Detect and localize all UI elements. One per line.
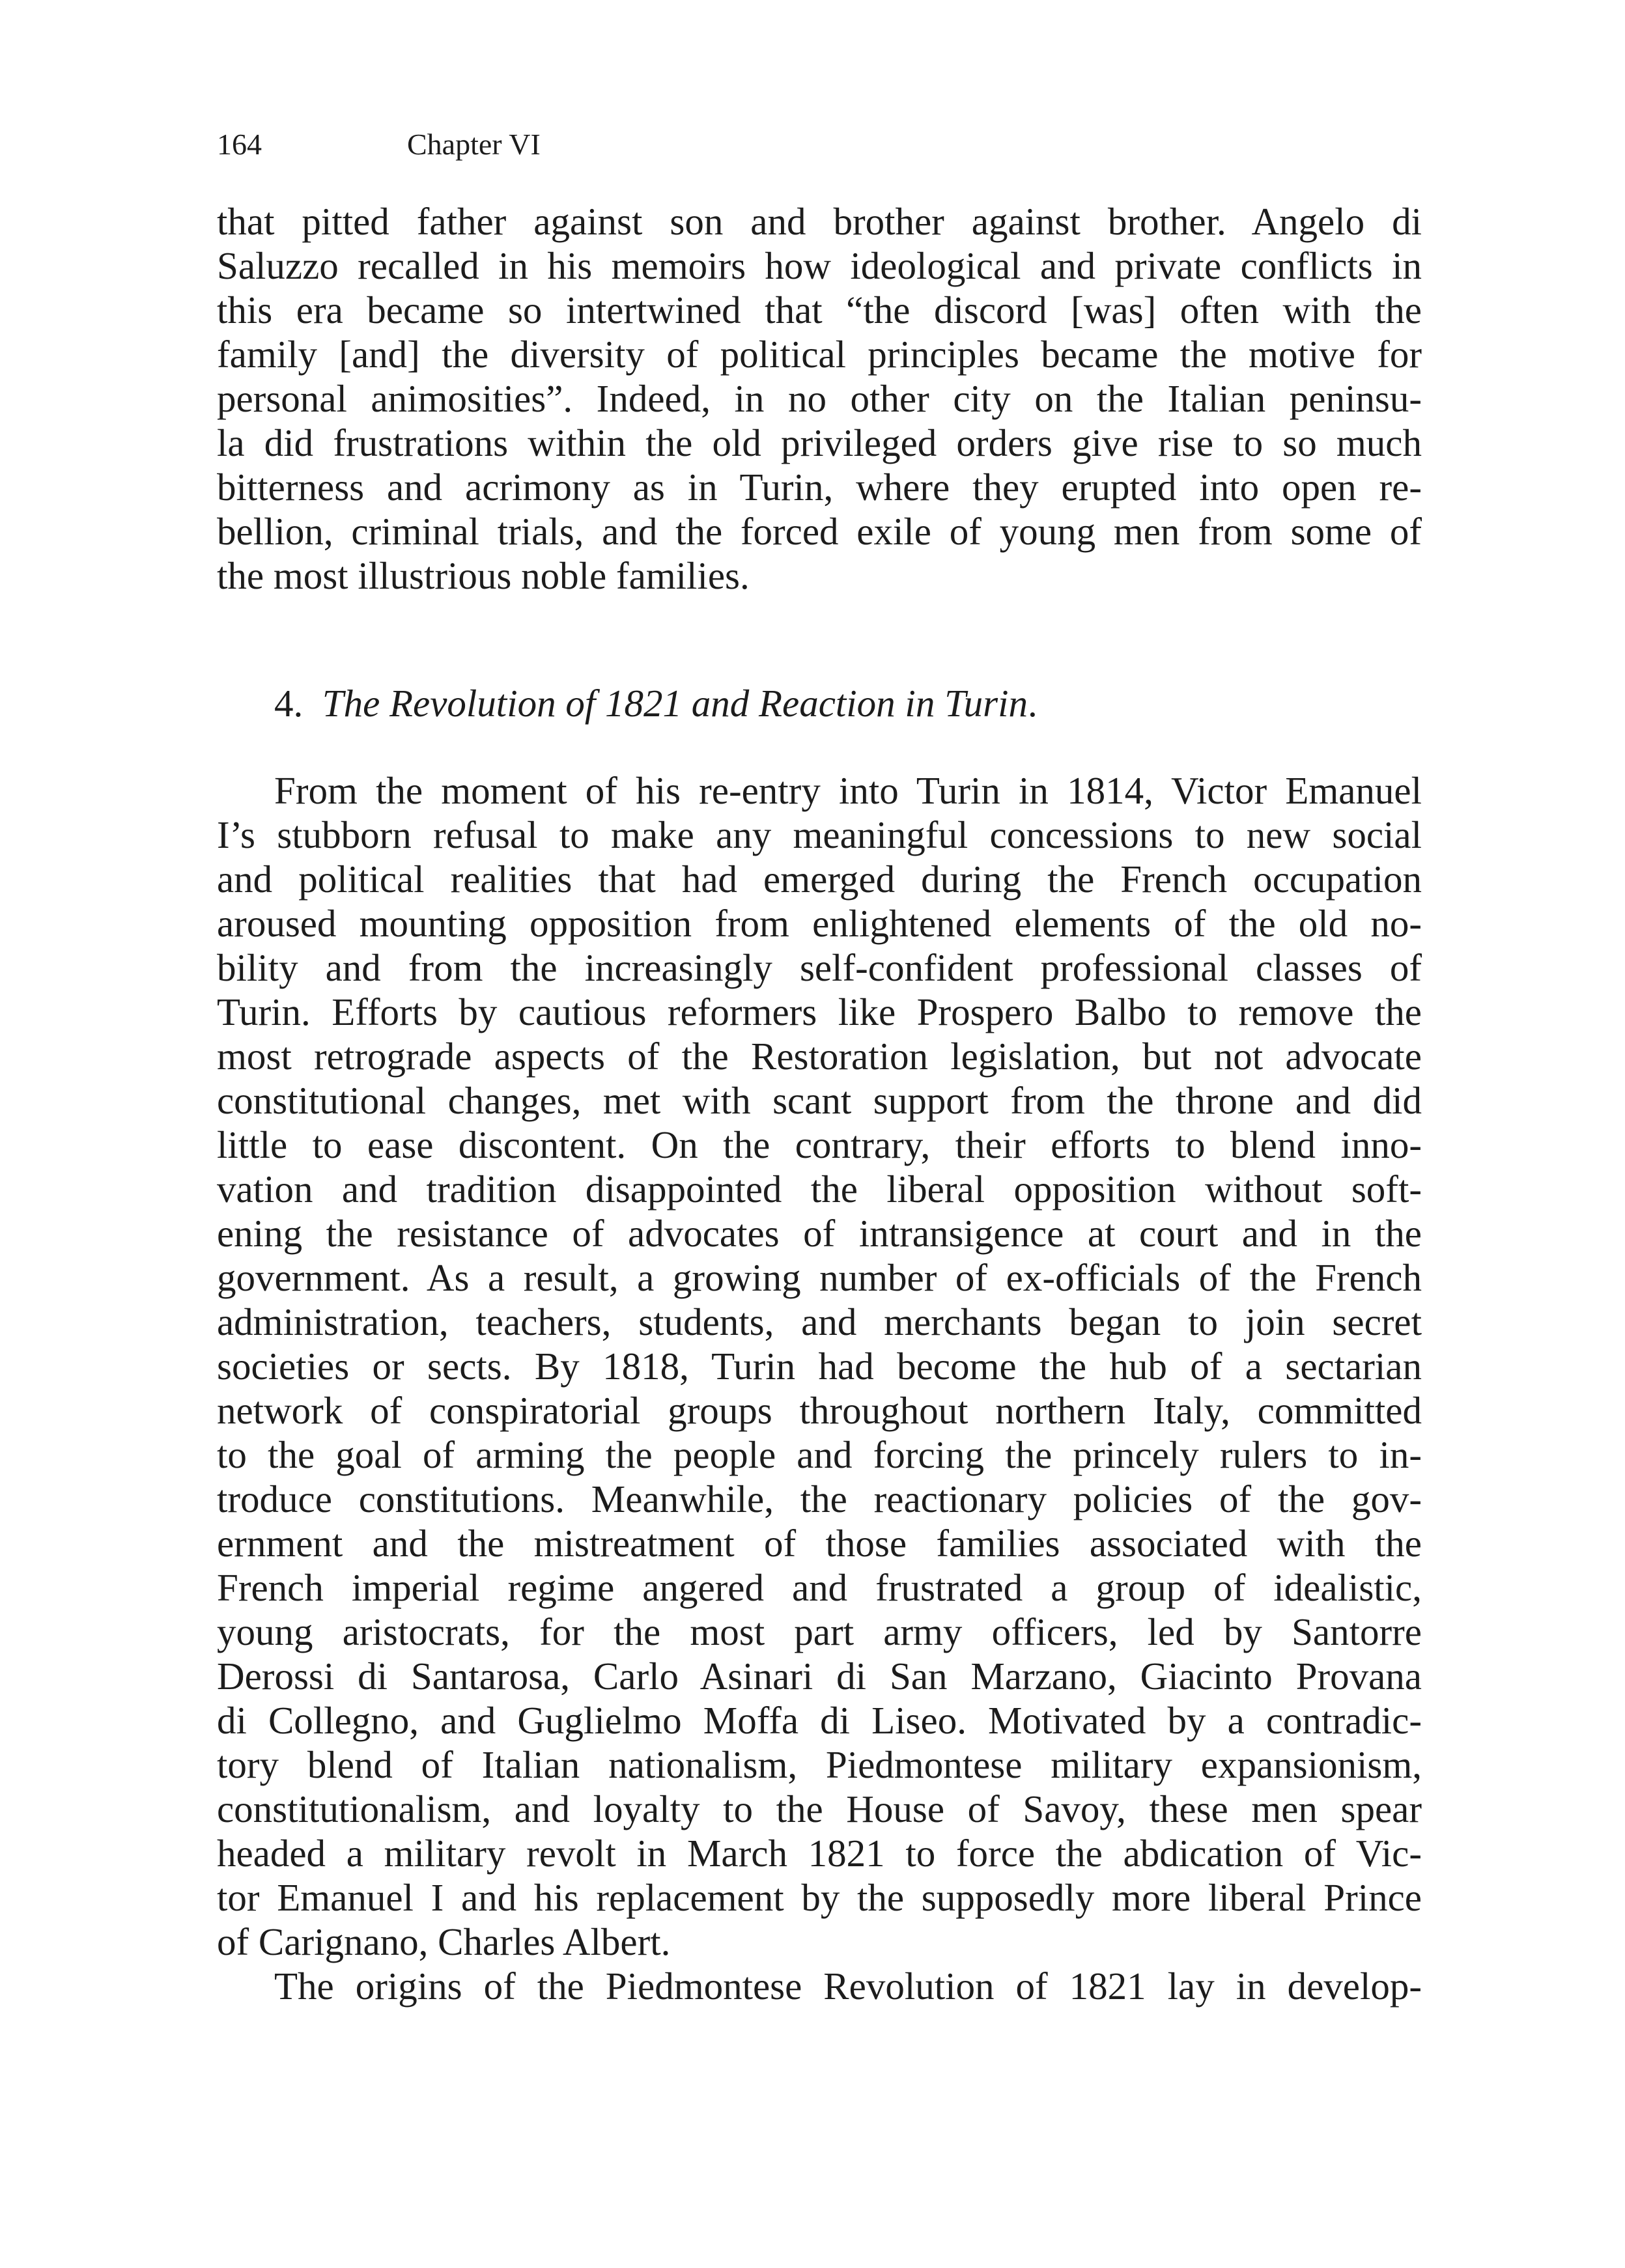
text-line: this era became so intertwined that “the discord [was] often with the	[217, 288, 1422, 331]
text-line: societies or sects. By 1818, Turin had become the hub of a sectarian	[217, 1345, 1422, 1388]
text-line: most retrograde aspects of the Restoration legislation, but not advocate	[217, 1035, 1422, 1078]
running-header	[217, 125, 541, 164]
text-line: bility and from the increasingly self-confident professional classes of	[217, 946, 1422, 989]
text-line: administration, teachers, students, and merchants began to join secret	[217, 1300, 1422, 1343]
text-line: I’s stubborn refusal to make any meaningful concessions to new social	[217, 813, 1422, 856]
text-line: government. As a result, a growing number of ex-officials of the French	[217, 1256, 1422, 1299]
text-line: vation and tradition disappointed the liberal opposition without soft-	[217, 1168, 1422, 1211]
text-line: tory blend of Italian nationalism, Piedmontese military expansionism,	[217, 1743, 1422, 1786]
text-line: From the moment of his re-entry into Turin in 1814, Victor Emanuel	[274, 769, 1422, 812]
text-line: little to ease discontent. On the contrary, their efforts to blend inno-	[217, 1123, 1422, 1166]
text-line: di Collegno, and Guglielmo Moffa di Liseo. Motivated by a contradic-	[217, 1699, 1422, 1742]
text-line: bitterness and acrimony as in Turin, where they erupted into open re-	[217, 466, 1422, 509]
text-line: Saluzzo recalled in his memoirs how ideological and private conflicts in	[217, 244, 1422, 287]
text-line: family [and] the diversity of political principles became the motive for	[217, 333, 1422, 376]
text-line: network of conspiratorial groups throughout northern Italy, committed	[217, 1389, 1422, 1432]
text-line: of Carignano, Charles Albert.	[217, 1920, 671, 1963]
page-number: 164	[217, 128, 262, 161]
text-line: Derossi di Santarosa, Carlo Asinari di San Marzano, Giacinto Provana	[217, 1655, 1422, 1698]
chapter-title: Chapter VI	[407, 128, 541, 161]
text-line: constitutionalism, and loyalty to the House of Savoy, these men spear	[217, 1787, 1422, 1830]
section-heading	[274, 680, 1038, 726]
section-number: 4.	[274, 682, 304, 725]
text-line: and political realities that had emerged during the French occupation	[217, 858, 1422, 901]
text-line: personal animosities”. Indeed, in no other city on the Italian peninsu-	[217, 377, 1422, 420]
text-line: young aristocrats, for the most part army officers, led by Santorre	[217, 1610, 1422, 1653]
text-line: Turin. Efforts by cautious reformers like Prospero Balbo to remove the	[217, 990, 1422, 1033]
text-line: to the goal of arming the people and forcing the princely rulers to in-	[217, 1433, 1422, 1476]
text-line: bellion, criminal trials, and the forced exile of young men from some of	[217, 510, 1422, 553]
text-line: ening the resistance of advocates of intransigence at court and in the	[217, 1212, 1422, 1255]
text-line: la did frustrations within the old privileged orders give rise to so much	[217, 421, 1422, 464]
text-line: tor Emanuel I and his replacement by the supposedly more liberal Prince	[217, 1876, 1422, 1919]
text-line: headed a military revolt in March 1821 to force the abdication of Vic-	[217, 1832, 1422, 1875]
text-line: aroused mounting opposition from enlightened elements of the old no-	[217, 902, 1422, 945]
text-line: constitutional changes, met with scant support from the throne and did	[217, 1079, 1422, 1122]
text-line: the most illustrious noble families.	[217, 554, 750, 597]
text-line: ernment and the mistreatment of those families associated with the	[217, 1522, 1422, 1565]
section-title-period: .	[1027, 682, 1038, 725]
text-line: French imperial regime angered and frustrated a group of idealistic,	[217, 1566, 1422, 1609]
section-title: The Revolution of 1821 and Reaction in Turin	[322, 682, 1028, 725]
text-line: that pitted father against son and brother against brother. Angelo di	[217, 200, 1422, 243]
text-line: troduce constitutions. Meanwhile, the reactionary policies of the gov-	[217, 1477, 1422, 1520]
text-line: The origins of the Piedmontese Revolution of 1821 lay in develop-	[274, 1965, 1422, 2008]
continuation-paragraph	[217, 199, 1422, 598]
section-paragraph	[217, 768, 1422, 2008]
